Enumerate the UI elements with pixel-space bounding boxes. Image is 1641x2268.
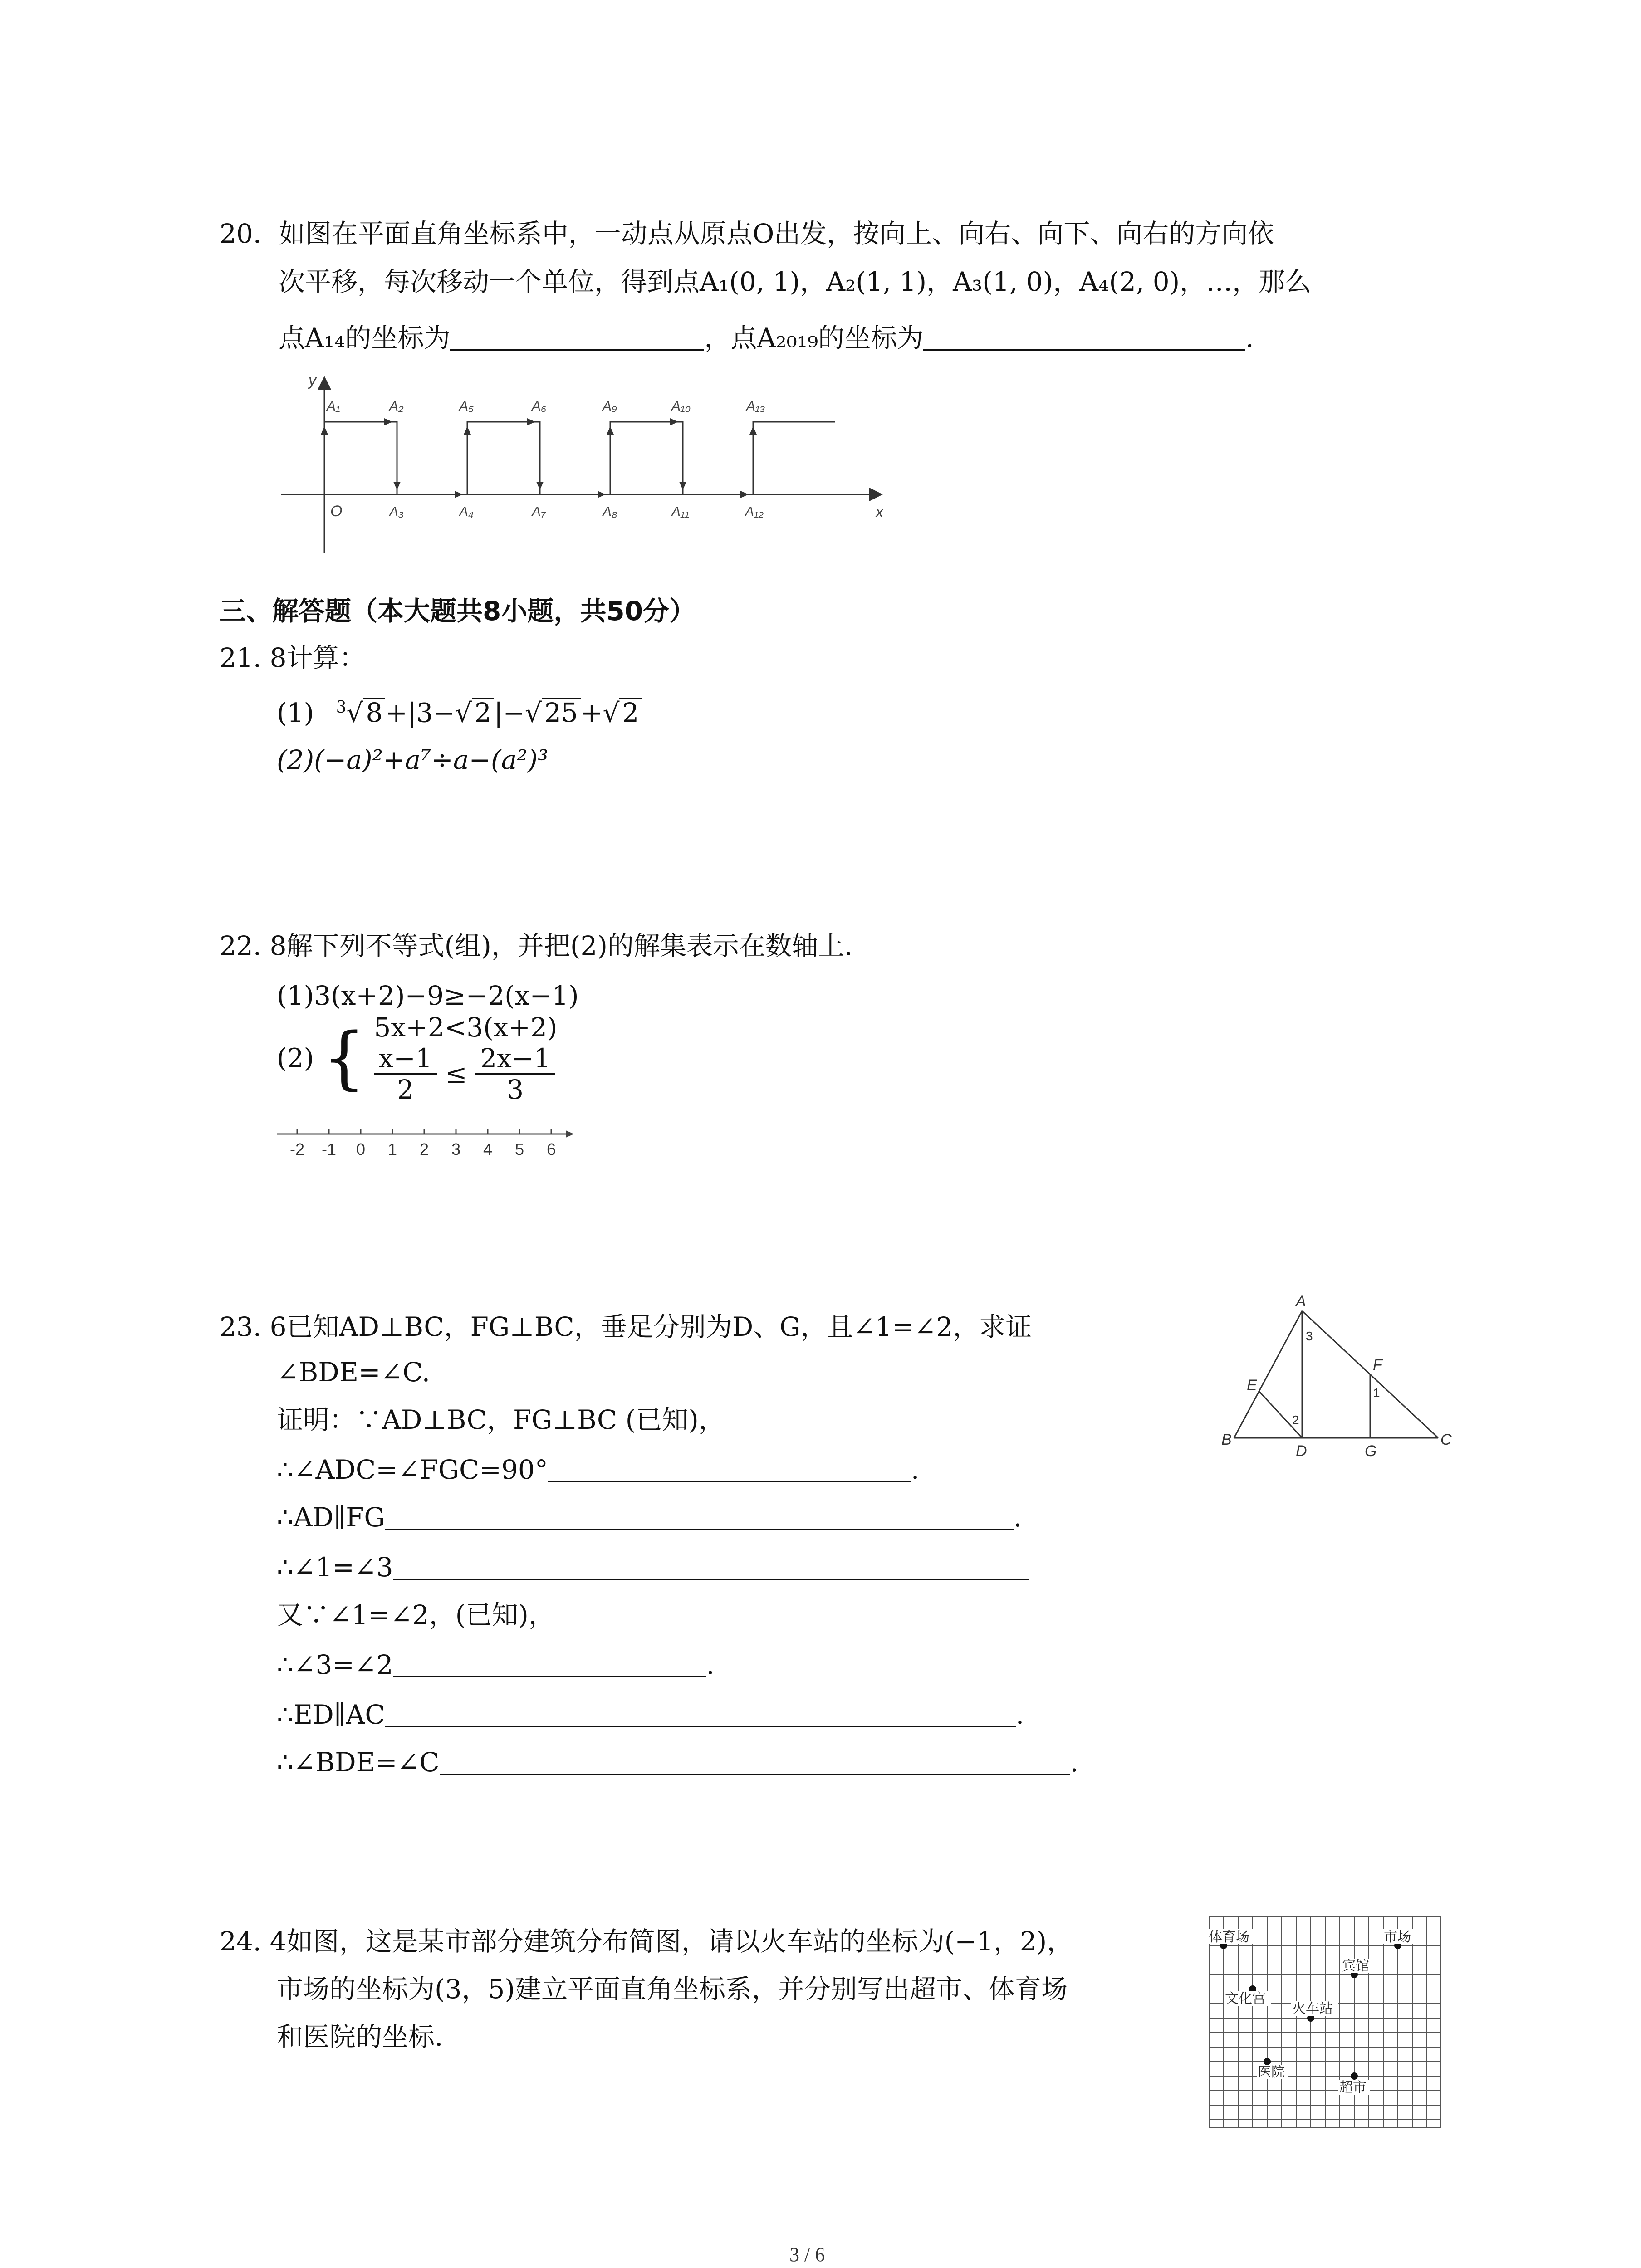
q23-step1-text: ∴∠ADC=∠FGC=90° [277, 1454, 548, 1485]
section3-heading: 三、解答题（本大题共8小题，共50分） [220, 596, 696, 626]
q20-path-arrows [321, 418, 757, 498]
q23-blank-5[interactable] [393, 1651, 706, 1677]
q22-system-brace: { [322, 1018, 366, 1098]
q23-step6-text: ∴ED∥AC [277, 1699, 385, 1730]
q22-tick-5: 5 [514, 1140, 524, 1158]
q23-step2-end: . [1013, 1502, 1022, 1533]
q23-step3 [277, 1551, 1029, 1583]
q23-step7-end: . [1070, 1747, 1078, 1778]
q21-p1-root-index: 3 [336, 698, 347, 717]
q20-line3-a: 点A₁₄的坐标为 [279, 323, 451, 353]
q23-angle-1: 1 [1373, 1386, 1380, 1400]
q23-blank-7[interactable] [440, 1748, 1070, 1775]
q23-label-A: A [1296, 1293, 1306, 1310]
q20-label-A1: A₁ [327, 399, 340, 414]
q22-frac1-num: x−1 [374, 1043, 436, 1075]
q22-frac1 [374, 1043, 436, 1105]
q20-line3-end: . [1245, 323, 1254, 353]
q20-label-A6: A₆ [532, 399, 547, 414]
q23-step5-end: . [706, 1649, 715, 1680]
q24-label-culture: 文化宫 [1225, 1991, 1266, 2006]
q21-radical-sign-4: √ [603, 697, 620, 728]
q20-label-A5: A₅ [459, 399, 474, 414]
q20-number: 20. [220, 218, 262, 249]
q23-step2 [277, 1501, 1022, 1533]
q23-angle-2: 2 [1292, 1413, 1299, 1427]
q24-label-station: 火车站 [1292, 2001, 1333, 2016]
q23-label-E: E [1247, 1377, 1257, 1394]
q20-label-A8: A₈ [603, 504, 617, 519]
q20-x-label: x [876, 503, 883, 521]
q23-step7 [277, 1746, 1078, 1778]
q22-part2 [277, 1012, 558, 1105]
q21-p1-f: + [580, 697, 603, 728]
q23-blank-2[interactable] [385, 1503, 1014, 1530]
q22-tick--2: -2 [289, 1140, 305, 1158]
q20-y-label: y [309, 372, 316, 389]
q24-label-supermarket: 超市 [1339, 2080, 1367, 2095]
q22-frac2 [475, 1043, 555, 1105]
q21-radicand-2b: 2 [619, 698, 642, 726]
q23-triangle-figure [1216, 1293, 1470, 1465]
q22-tick-2: 2 [419, 1140, 429, 1158]
q23-line3: 证明：∵AD⊥BC，FG⊥BC (已知)， [277, 1404, 725, 1435]
q20-answer-blank-1[interactable] [450, 324, 704, 351]
q21-part1 [277, 692, 642, 728]
q23-step5 [277, 1649, 715, 1681]
q21-part2: (2)(−a)²+a⁷÷a−(a²)³ [277, 744, 549, 775]
q23-step7-text: ∴∠BDE=∠C [277, 1747, 440, 1778]
q24-label-market: 市场 [1384, 1930, 1411, 1945]
q23-step3-text: ∴∠1=∠3 [277, 1552, 393, 1583]
q24-map-grid [1207, 1914, 1443, 2132]
q20-label-A12: A₁₂ [745, 504, 764, 519]
q20-label-A13: A₁₃ [746, 399, 765, 414]
q20-line3-b: ，点A₂₀₁₉的坐标为 [704, 323, 924, 353]
q20-line2: 次平移，每次移动一个单位，得到点A₁(0, 1)，A₂(1, 1)，A₃(1, 0)，A₄(2, 0)，…，那么 [279, 266, 1312, 297]
q21-p1-b: +|3− [385, 697, 456, 728]
q23-step6 [277, 1699, 1024, 1730]
q21-radicand-2a: 2 [472, 698, 494, 726]
q22-title: 22. 8解下列不等式(组)，并把(2)的解集表示在数轴上. [220, 930, 853, 961]
q22-tick-4: 4 [483, 1140, 493, 1158]
q23-label-B: B [1221, 1431, 1232, 1448]
q20-line3 [279, 322, 1254, 354]
q23-step1-end: . [911, 1454, 920, 1485]
q20-answer-blank-2[interactable] [923, 324, 1245, 351]
q21-title: 21. 8计算： [220, 642, 366, 673]
q22-frac1-den: 2 [397, 1074, 414, 1105]
q22-frac2-den: 3 [507, 1074, 524, 1105]
q20-label-A3: A₃ [389, 504, 404, 519]
q22-number-line [272, 1125, 590, 1166]
q23-step6-end: . [1015, 1699, 1024, 1730]
q20-label-A2: A₂ [389, 399, 404, 414]
q23-label-C: C [1440, 1431, 1452, 1448]
q24-line1: 24. 4如图，这是某市部分建筑分布简图，请以火车站的坐标为(−1，2)， [220, 1926, 1073, 1957]
q23-step1 [277, 1454, 919, 1486]
q20-label-A11: A₁₁ [671, 504, 689, 519]
q22-p2-label: (2) [277, 1042, 314, 1074]
q23-step5-text: ∴∠3=∠2 [277, 1649, 393, 1680]
q20-label-A4: A₄ [459, 504, 474, 519]
q20-label-A7: A₇ [532, 504, 546, 519]
q23-blank-3[interactable] [393, 1553, 1029, 1580]
q23-label-D: D [1296, 1442, 1307, 1460]
q21-p1-label: (1) [277, 697, 314, 728]
q21-radical-sign-3: √ [525, 697, 542, 728]
q24-line2: 市场的坐标为(3，5)建立平面直角坐标系，并分别写出超市、体育场 [277, 1974, 1068, 2004]
q20-origin-label: O [330, 503, 343, 520]
q22-tick-6: 6 [546, 1140, 556, 1158]
q22-tick--1: -1 [321, 1140, 337, 1158]
q20-line1 [220, 218, 1274, 249]
q24-label-stadium: 体育场 [1209, 1930, 1249, 1945]
q20-label-A10: A₁₀ [671, 399, 691, 414]
q22-p2-rel: ≤ [445, 1058, 467, 1090]
q21-radical-sign-2: √ [455, 697, 472, 728]
q20-text1: 如图在平面直角坐标系中，一动点从原点O出发，按向上、向右、向下、向右的方向依 [279, 218, 1274, 249]
q21-radical-sign-1: √ [346, 697, 363, 728]
q21-radicand-8: 8 [363, 698, 385, 726]
q23-blank-1[interactable] [548, 1456, 911, 1482]
q24-line3: 和医院的坐标. [277, 2021, 443, 2052]
page-number: 3 / 6 [789, 2244, 825, 2266]
q23-line1: 23. 6已知AD⊥BC，FG⊥BC，垂足分别为D、G，且∠1=∠2，求证 [220, 1311, 1032, 1342]
q22-p2-line1: 5x+2<3(x+2) [374, 1012, 558, 1043]
q23-step2-text: ∴AD∥FG [277, 1502, 385, 1533]
q22-tick-1: 1 [387, 1140, 397, 1158]
q23-label-G: G [1365, 1442, 1377, 1460]
q24-label-hotel: 宾馆 [1342, 1959, 1369, 1974]
q23-blank-6[interactable] [385, 1701, 1016, 1727]
q21-p1-d: |− [494, 697, 525, 728]
q24-label-hospital: 医院 [1258, 2065, 1285, 2080]
q22-frac2-num: 2x−1 [475, 1043, 555, 1075]
q20-figure [272, 372, 898, 562]
q20-label-A9: A₉ [603, 399, 617, 414]
q21-radicand-25: 25 [542, 698, 581, 726]
q23-angle-3: 3 [1306, 1329, 1313, 1343]
q22-tick-3: 3 [451, 1140, 461, 1158]
q24-grid-lines [1209, 1916, 1440, 2127]
q23-line2: ∠BDE=∠C. [277, 1357, 431, 1388]
q22-tick-0: 0 [356, 1140, 366, 1158]
q20-path [324, 422, 835, 494]
q22-part1: (1)3(x+2)−9≥−2(x−1) [277, 980, 579, 1011]
q23-label-F: F [1373, 1356, 1382, 1374]
q23-step4: 又∵∠1=∠2，(已知)， [277, 1599, 555, 1630]
